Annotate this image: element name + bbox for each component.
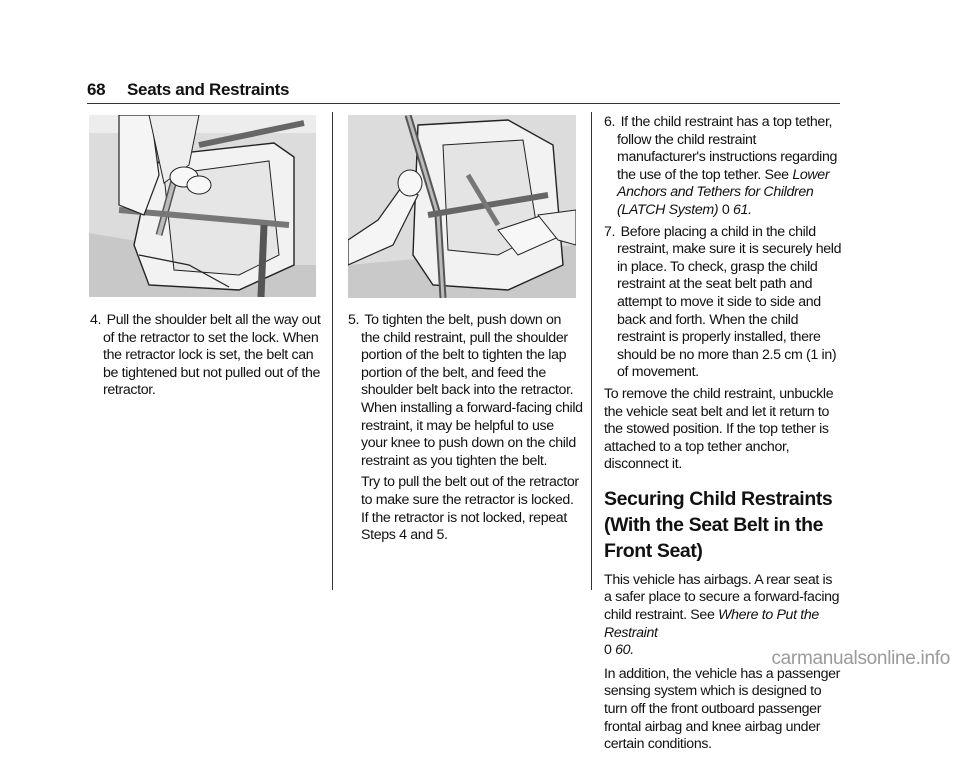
- step-5-text: To tighten the belt, push down on the child restraint, pull the shoulder portion of the belt to tighten the lap portion of the belt, and feed the shoulder belt back into the retractor. When installing a forward-facing child restraint, it may be helpful to use your knee to push down on the child restraint as you tighten the belt.: [361, 312, 583, 469]
- passenger-sensing-paragraph: In addition, the vehicle has a passenger sensing system which is designed to turn off the front outboard passenger frontal airbag and knee airbag under certain conditions.: [604, 665, 841, 753]
- column-divider-left: [332, 112, 333, 590]
- step-6-text: If the child restraint has a top tether, follow the child restraint manufacturer's instructions regarding the use of the top tether. See: [617, 114, 838, 183]
- section-heading: Securing Child Restraints (With the Seat Belt in the Front Seat): [604, 487, 833, 562]
- step-number: 4.: [90, 312, 102, 328]
- remove-restraint-paragraph: To remove the child restraint, unbuckle the vehicle seat belt and let it return to the stowed position. If the top tether is attached to a top tether anchor, disconnect it.: [604, 385, 834, 473]
- page-ref-61[interactable]: 61.: [732, 201, 752, 218]
- child-seat-lock-illustration-icon: [89, 115, 316, 297]
- section-title: Seats and Restraints: [127, 80, 290, 99]
- step-number: 5.: [348, 312, 360, 328]
- watermark: carmanualsonline.info: [771, 648, 950, 669]
- header-rule: [87, 103, 840, 104]
- step-5-followup: Try to pull the belt out of the retractor to make sure the retractor is locked. If the retractor is not locked, repeat Steps 4 and 5.: [361, 474, 579, 544]
- figure-shoulder-belt-lock: [89, 115, 316, 297]
- page-header: [87, 80, 840, 104]
- step-6: [604, 114, 842, 220]
- latch-link[interactable]: Lower Anchors and Tethers for Children (LATCH System): [617, 166, 830, 218]
- figure-tighten-belt: [348, 115, 576, 298]
- column-divider-right: [591, 112, 592, 590]
- airbag-paragraph: [604, 572, 842, 660]
- page-ref-icon: 0: [721, 201, 730, 218]
- page-ref-icon: 0: [604, 642, 612, 659]
- step-number: 7.: [604, 223, 616, 240]
- airbag-text: This vehicle has airbags. A rear seat is a safer place to secure a forward-facing child restraint. See: [604, 571, 840, 624]
- column-2-text: [348, 312, 583, 551]
- page-ref-60[interactable]: 60.: [615, 642, 634, 659]
- column-1-text: [90, 312, 325, 404]
- step-7-text: Before placing a child in the child restraint, make sure it is securely held in place. To check, grasp the child restraint at the seat belt path and attempt to move it side to side and back and forth. When the child restraint is properly installed, there should be no more than 2.5 cm (1 in) of movement.: [617, 223, 842, 381]
- step-7: [604, 224, 842, 382]
- step-number: 6.: [604, 114, 616, 130]
- step-5: [348, 312, 583, 470]
- step-4: [90, 312, 325, 400]
- step-4-text: Pull the shoulder belt all the way out of the retractor to set the lock. When the retractor lock is set, the belt can be tightened but not pulled out of the retractor.: [103, 312, 321, 399]
- child-seat-tighten-illustration-icon: [348, 115, 576, 298]
- where-to-put-link[interactable]: Where to Put the Restraint: [604, 607, 819, 641]
- page-number: 68: [87, 80, 106, 99]
